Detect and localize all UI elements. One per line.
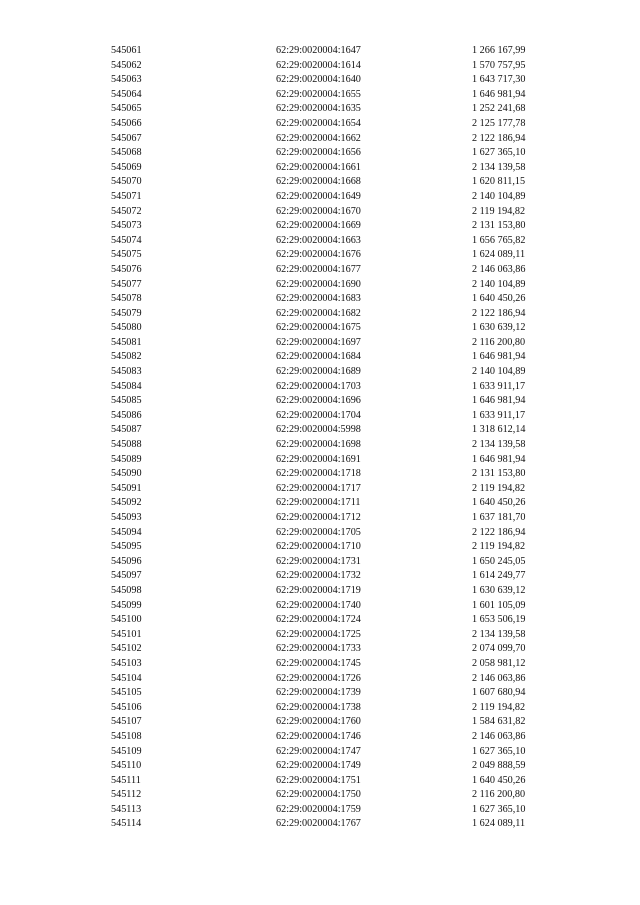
row-number: 545101 <box>111 628 142 640</box>
row-number: 545113 <box>111 803 142 815</box>
cadastral-value: 2 122 186,94 <box>472 307 526 319</box>
cadastral-value: 1 656 765,82 <box>472 234 526 246</box>
cadastral-number: 62:29:0020004:1698 <box>276 439 361 451</box>
cadastral-number: 62:29:0020004:1759 <box>276 803 361 815</box>
table-row <box>111 146 551 161</box>
cadastral-number: 62:29:0020004:1717 <box>276 482 361 494</box>
cadastral-number: 62:29:0020004:1705 <box>276 526 361 538</box>
cadastral-number: 62:29:0020004:1738 <box>276 701 361 713</box>
cadastral-value: 1 640 450,26 <box>472 774 526 786</box>
cadastral-value: 1 252 241,68 <box>472 103 526 115</box>
row-number: 545092 <box>111 497 142 509</box>
row-number: 545094 <box>111 526 142 538</box>
cadastral-value: 2 140 104,89 <box>472 278 526 290</box>
cadastral-number: 62:29:0020004:1647 <box>276 45 361 56</box>
row-number: 545075 <box>111 249 142 261</box>
cadastral-value: 1 601 105,09 <box>472 599 526 611</box>
cadastral-value: 1 640 450,26 <box>472 497 526 509</box>
cadastral-number: 62:29:0020004:1746 <box>276 730 361 742</box>
cadastral-value: 1 266 167,99 <box>472 45 526 56</box>
cadastral-number: 62:29:0020004:1718 <box>276 468 361 480</box>
table-row <box>111 642 551 657</box>
cadastral-value: 1 637 181,70 <box>472 512 526 523</box>
cadastral-number: 62:29:0020004:1676 <box>276 249 361 261</box>
row-number: 545086 <box>111 409 142 421</box>
row-number: 545065 <box>111 103 142 115</box>
row-number: 545107 <box>111 716 142 728</box>
cadastral-value: 1 633 911,17 <box>472 409 526 421</box>
cadastral-number: 62:29:0020004:1703 <box>276 380 361 392</box>
cadastral-value: 1 630 639,12 <box>472 322 526 334</box>
cadastral-number: 62:29:0020004:1697 <box>276 336 361 348</box>
cadastral-number: 62:29:0020004:1733 <box>276 643 361 655</box>
table-row <box>111 438 551 453</box>
row-number: 545097 <box>111 570 142 582</box>
cadastral-number: 62:29:0020004:1731 <box>276 555 361 567</box>
cadastral-value: 2 131 153,80 <box>472 220 526 232</box>
row-number: 545085 <box>111 395 142 407</box>
cadastral-number: 62:29:0020004:5998 <box>276 424 361 436</box>
table-row <box>111 44 551 59</box>
cadastral-number: 62:29:0020004:1663 <box>276 234 361 246</box>
cadastral-number: 62:29:0020004:1696 <box>276 395 361 407</box>
table-row <box>111 117 551 132</box>
table-row <box>111 701 551 716</box>
cadastral-value: 2 116 200,80 <box>472 336 526 348</box>
row-number: 545073 <box>111 220 142 232</box>
cadastral-value: 2 134 139,58 <box>472 628 526 640</box>
row-number: 545080 <box>111 322 142 334</box>
table-row <box>111 540 551 555</box>
cadastral-number: 62:29:0020004:1675 <box>276 322 361 334</box>
table-row <box>111 657 551 672</box>
table-row <box>111 88 551 103</box>
cadastral-value: 2 140 104,89 <box>472 190 526 202</box>
cadastral-number: 62:29:0020004:1750 <box>276 789 361 801</box>
cadastral-number: 62:29:0020004:1749 <box>276 760 361 772</box>
table-row <box>111 599 551 614</box>
row-number: 545105 <box>111 687 142 699</box>
cadastral-value: 2 125 177,78 <box>472 117 526 129</box>
cadastral-value: 2 119 194,82 <box>472 541 526 553</box>
table-row <box>111 730 551 745</box>
cadastral-value: 2 146 063,86 <box>472 672 526 684</box>
table-row <box>111 321 551 336</box>
table-row <box>111 482 551 497</box>
cadastral-number: 62:29:0020004:1751 <box>276 774 361 786</box>
row-number: 545063 <box>111 74 142 86</box>
table-row <box>111 278 551 293</box>
table-row <box>111 774 551 789</box>
row-number: 545096 <box>111 555 142 567</box>
cadastral-number: 62:29:0020004:1668 <box>276 176 361 188</box>
row-number: 545062 <box>111 59 142 71</box>
row-number: 545109 <box>111 745 142 757</box>
row-number: 545068 <box>111 147 142 159</box>
cadastral-value: 1 624 089,11 <box>472 818 526 830</box>
table-row <box>111 423 551 438</box>
table-row <box>111 365 551 380</box>
cadastral-number: 62:29:0020004:1712 <box>276 512 361 523</box>
row-number: 545081 <box>111 336 142 348</box>
table-row <box>111 248 551 263</box>
row-number: 545090 <box>111 468 142 480</box>
table-row <box>111 234 551 249</box>
table-row <box>111 132 551 147</box>
table-row <box>111 350 551 365</box>
cadastral-value: 1 624 089,11 <box>472 249 526 261</box>
row-number: 545070 <box>111 176 142 188</box>
row-number: 545087 <box>111 424 142 436</box>
row-number: 545104 <box>111 672 142 684</box>
table-row <box>111 73 551 88</box>
cadastral-number: 62:29:0020004:1726 <box>276 672 361 684</box>
cadastral-value: 1 646 981,94 <box>472 395 526 407</box>
table-row <box>111 263 551 278</box>
cadastral-number: 62:29:0020004:1684 <box>276 351 361 363</box>
cadastral-number: 62:29:0020004:1711 <box>276 497 361 509</box>
table-row <box>111 467 551 482</box>
cadastral-number: 62:29:0020004:1655 <box>276 88 361 100</box>
cadastral-value: 1 646 981,94 <box>472 88 526 100</box>
table-row <box>111 102 551 117</box>
row-number: 545079 <box>111 307 142 319</box>
cadastral-number: 62:29:0020004:1649 <box>276 190 361 202</box>
cadastral-number: 62:29:0020004:1704 <box>276 409 361 421</box>
row-number: 545093 <box>111 512 142 523</box>
cadastral-number: 62:29:0020004:1682 <box>276 307 361 319</box>
cadastral-number: 62:29:0020004:1747 <box>276 745 361 757</box>
cadastral-number: 62:29:0020004:1683 <box>276 293 361 305</box>
cadastral-number: 62:29:0020004:1719 <box>276 584 361 596</box>
cadastral-value: 2 146 063,86 <box>472 263 526 275</box>
cadastral-value: 2 122 186,94 <box>472 132 526 144</box>
row-number: 545112 <box>111 789 142 801</box>
cadastral-value: 2 119 194,82 <box>472 701 526 713</box>
table-row <box>111 59 551 74</box>
table-row <box>111 613 551 628</box>
table-row <box>111 511 551 526</box>
table-row <box>111 161 551 176</box>
cadastral-value: 1 614 249,77 <box>472 570 526 582</box>
cadastral-number: 62:29:0020004:1669 <box>276 220 361 232</box>
cadastral-value: 1 646 981,94 <box>472 351 526 363</box>
cadastral-number: 62:29:0020004:1635 <box>276 103 361 115</box>
table-row <box>111 628 551 643</box>
row-number: 545083 <box>111 366 142 378</box>
table-row <box>111 292 551 307</box>
cadastral-value: 1 318 612,14 <box>472 424 526 436</box>
row-number: 545061 <box>111 45 142 56</box>
cadastral-value: 1 653 506,19 <box>472 614 526 626</box>
cadastral-value: 1 640 450,26 <box>472 293 526 305</box>
table-row <box>111 409 551 424</box>
cadastral-value: 2 140 104,89 <box>472 366 526 378</box>
cadastral-value: 2 146 063,86 <box>472 730 526 742</box>
cadastral-number: 62:29:0020004:1724 <box>276 614 361 626</box>
row-number: 545064 <box>111 88 142 100</box>
cadastral-value: 1 607 680,94 <box>472 687 526 699</box>
table-row <box>111 205 551 220</box>
cadastral-value: 2 074 099,70 <box>472 643 526 655</box>
cadastral-number: 62:29:0020004:1640 <box>276 74 361 86</box>
cadastral-number: 62:29:0020004:1654 <box>276 117 361 129</box>
table-row <box>111 526 551 541</box>
cadastral-value: 1 650 245,05 <box>472 555 526 567</box>
table-row <box>111 788 551 803</box>
row-number: 545088 <box>111 439 142 451</box>
table-row <box>111 453 551 468</box>
row-number: 545076 <box>111 263 142 275</box>
row-number: 545072 <box>111 205 142 217</box>
table-row <box>111 817 551 832</box>
cadastral-value: 1 570 757,95 <box>472 59 526 71</box>
table-row <box>111 175 551 190</box>
row-number: 545082 <box>111 351 142 363</box>
cadastral-number: 62:29:0020004:1670 <box>276 205 361 217</box>
table-row <box>111 496 551 511</box>
row-number: 545071 <box>111 190 142 202</box>
table-row <box>111 219 551 234</box>
table-row <box>111 745 551 760</box>
cadastral-value: 2 058 981,12 <box>472 657 526 669</box>
table-row <box>111 307 551 322</box>
row-number: 545099 <box>111 599 142 611</box>
cadastral-value: 1 633 911,17 <box>472 380 526 392</box>
row-number: 545102 <box>111 643 142 655</box>
cadastral-number: 62:29:0020004:1732 <box>276 570 361 582</box>
cadastral-value: 1 627 365,10 <box>472 147 526 159</box>
table-row <box>111 803 551 818</box>
cadastral-number: 62:29:0020004:1725 <box>276 628 361 640</box>
table-row <box>111 336 551 351</box>
cadastral-number: 62:29:0020004:1767 <box>276 818 361 830</box>
row-number: 545111 <box>111 774 141 786</box>
table-row <box>111 190 551 205</box>
table-row <box>111 584 551 599</box>
cadastral-value: 2 116 200,80 <box>472 789 526 801</box>
cadastral-value: 1 627 365,10 <box>472 803 526 815</box>
row-number: 545067 <box>111 132 142 144</box>
table-row <box>111 569 551 584</box>
table-row <box>111 672 551 687</box>
cadastral-number: 62:29:0020004:1710 <box>276 541 361 553</box>
cadastral-value: 1 627 365,10 <box>472 745 526 757</box>
cadastral-value: 2 131 153,80 <box>472 468 526 480</box>
cadastral-number: 62:29:0020004:1690 <box>276 278 361 290</box>
cadastral-value: 2 122 186,94 <box>472 526 526 538</box>
cadastral-value: 2 119 194,82 <box>472 205 526 217</box>
cadastral-value-table <box>111 44 551 832</box>
table-row <box>111 686 551 701</box>
row-number: 545089 <box>111 453 142 465</box>
cadastral-value: 2 134 139,58 <box>472 161 526 173</box>
cadastral-number: 62:29:0020004:1677 <box>276 263 361 275</box>
cadastral-number: 62:29:0020004:1739 <box>276 687 361 699</box>
cadastral-number: 62:29:0020004:1760 <box>276 716 361 728</box>
cadastral-number: 62:29:0020004:1745 <box>276 657 361 669</box>
row-number: 545098 <box>111 584 142 596</box>
cadastral-number: 62:29:0020004:1662 <box>276 132 361 144</box>
cadastral-number: 62:29:0020004:1689 <box>276 366 361 378</box>
table-row <box>111 555 551 570</box>
row-number: 545074 <box>111 234 142 246</box>
row-number: 545069 <box>111 161 142 173</box>
table-row <box>111 380 551 395</box>
cadastral-value: 1 630 639,12 <box>472 584 526 596</box>
cadastral-value: 1 584 631,82 <box>472 716 526 728</box>
row-number: 545084 <box>111 380 142 392</box>
cadastral-number: 62:29:0020004:1691 <box>276 453 361 465</box>
row-number: 545106 <box>111 701 142 713</box>
row-number: 545103 <box>111 657 142 669</box>
row-number: 545114 <box>111 818 142 830</box>
row-number: 545100 <box>111 614 142 626</box>
row-number: 545066 <box>111 117 142 129</box>
cadastral-value: 1 620 811,15 <box>472 176 526 188</box>
row-number: 545091 <box>111 482 142 494</box>
cadastral-value: 1 643 717,30 <box>472 74 526 86</box>
cadastral-value: 2 119 194,82 <box>472 482 526 494</box>
row-number: 545078 <box>111 293 142 305</box>
cadastral-value: 2 134 139,58 <box>472 439 526 451</box>
cadastral-number: 62:29:0020004:1740 <box>276 599 361 611</box>
row-number: 545110 <box>111 760 142 772</box>
table-row <box>111 715 551 730</box>
cadastral-number: 62:29:0020004:1661 <box>276 161 361 173</box>
table-row <box>111 394 551 409</box>
row-number: 545095 <box>111 541 142 553</box>
cadastral-number: 62:29:0020004:1656 <box>276 147 361 159</box>
table-row <box>111 759 551 774</box>
cadastral-value: 1 646 981,94 <box>472 453 526 465</box>
row-number: 545077 <box>111 278 142 290</box>
cadastral-number: 62:29:0020004:1614 <box>276 59 361 71</box>
row-number: 545108 <box>111 730 142 742</box>
cadastral-value: 2 049 888,59 <box>472 760 526 772</box>
